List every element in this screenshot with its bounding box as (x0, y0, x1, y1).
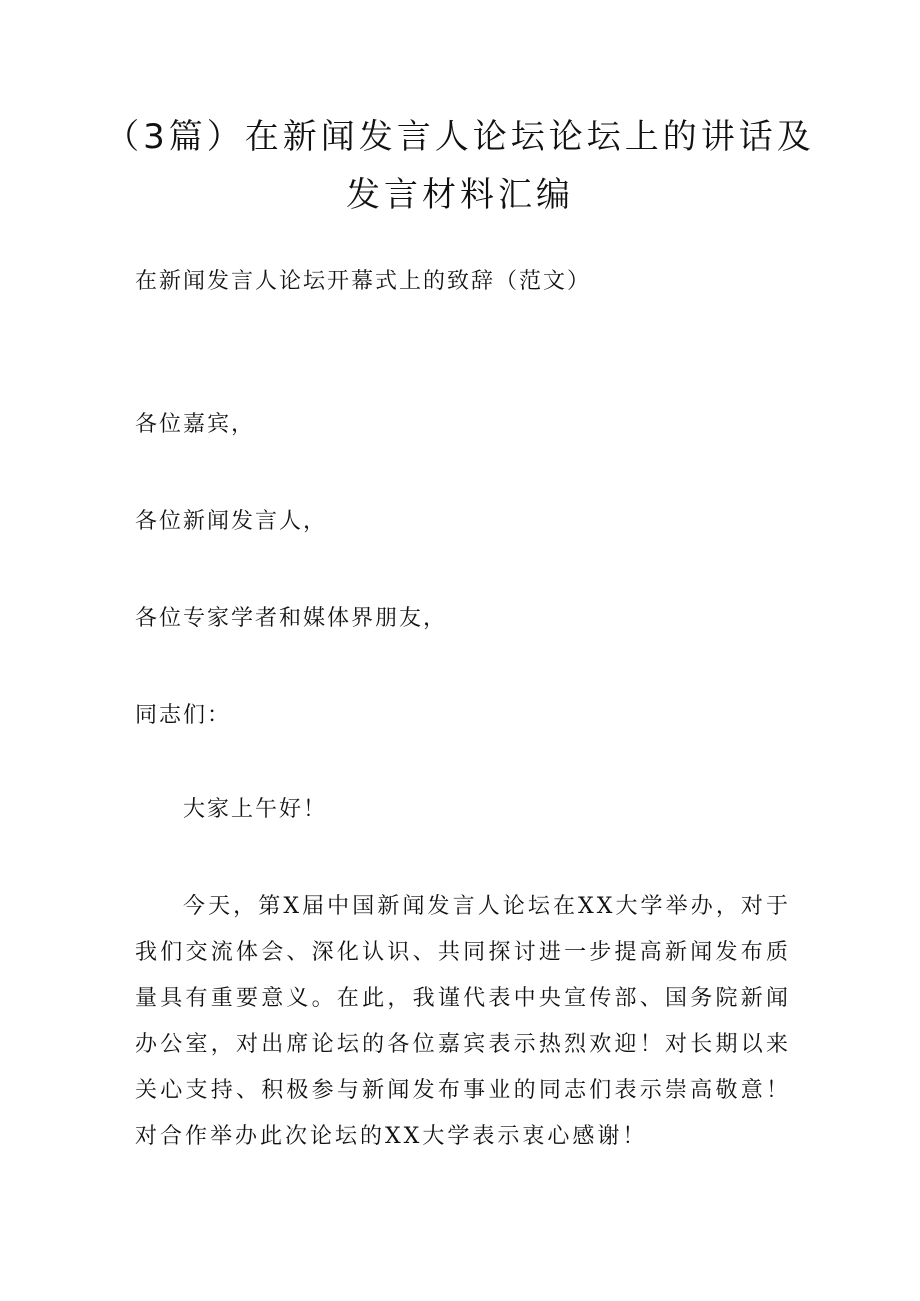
speech-subtitle: 在新闻发言人论坛开幕式上的致辞（范文） (135, 269, 592, 294)
document-title-line-1: （3篇）在新闻发言人论坛论坛上的讲话及 (105, 117, 815, 157)
greeting-spokespersons: 各位新闻发言人， (135, 509, 328, 534)
greeting-comrades: 同志们： (135, 703, 232, 728)
greeting-experts-media: 各位专家学者和媒体界朋友， (135, 606, 448, 631)
greeting-guests: 各位嘉宾， (135, 412, 256, 437)
body-paragraph: 今天，第X届中国新闻发言人论坛在XX大学举办，对于我们交流体会、深化认识、共同探讨进一步提高新闻发布质量具有重要意义。在此，我谨代表中央宣传部、国务院新闻办公室，对出席论坛的各位嘉宾表示热烈欢迎！对长期以来关心支持、积极参与新闻发布事业的同志们表示崇高敬意！对合作举办此次论坛的XX大学表示衷心感谢！ (135, 894, 791, 1149)
greeting-good-morning: 大家上午好！ (183, 797, 328, 822)
document-title-line-2: 发言材料汇编 (346, 175, 574, 215)
